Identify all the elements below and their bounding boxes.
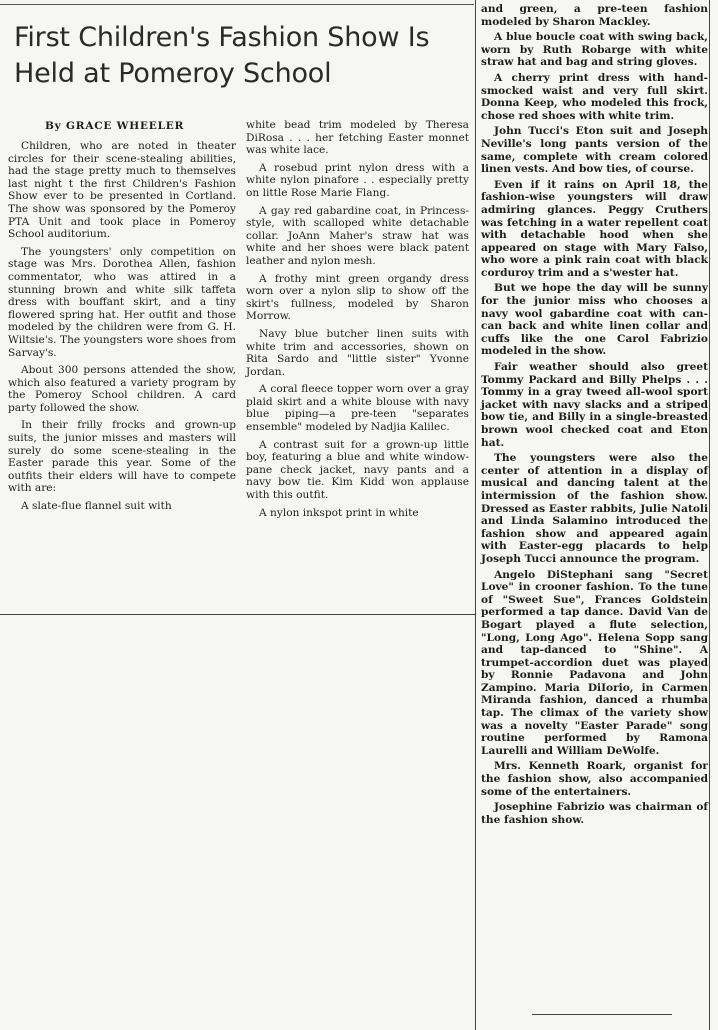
paragraph: Navy blue butcher linen suits with white trim and accessories, shown on Rita Sardo and "little sister" Yvonne Jordan. — [246, 327, 469, 378]
paragraph: white bead trim modeled by Theresa DiRosa . . . her fetching Easter monnet was white lace. — [246, 119, 469, 157]
paragraph: and green, a pre-teen fashion modeled by Sharon Mackley. — [481, 3, 708, 28]
top-rule — [0, 4, 474, 5]
right-column-rule — [709, 0, 710, 1030]
paragraph: A contrast suit for a grown-up little boy, featuring a blue and white window-pane check jacket, navy pants and a navy bow tie. Kim Kidd won applause with this outfit. — [246, 438, 469, 502]
paragraph: Fair weather should also greet Tommy Packard and Billy Phelps . . . Tommy in a gray tweed all-wool sport jacket with navy slacks and a striped bow tie, and Billy in a single-breasted brown wool checked coat and Eton hat. — [481, 361, 708, 449]
byline: By GRACE WHEELER — [45, 120, 185, 132]
paragraph: Mrs. Kenneth Roark, organist for the fashion show, also accompanied some of the entertainers. — [481, 760, 708, 798]
paragraph: In their frilly frocks and grown-up suits, the junior misses and masters will surely do some scene-stealing in the Easter parade this year. Some of the outfits their elders will have to compete with are: — [8, 419, 236, 495]
paragraph: The youngsters were also the center of attention in a display of musical and dancing talent at the intermission of the fashion show. Dressed as Easter rabbits, Julie Natoli and Linda Salamino introduced the fashion show and appeared again with Easter-egg placards to help Joseph Tucci announce the program. — [481, 452, 708, 565]
paragraph: But we hope the day will be sunny for the junior miss who chooses a navy wool gabardine coat with can-can back and white linen collar and cuffs like the one Carol Fabrizio modeled in the show. — [481, 282, 708, 358]
paragraph: About 300 persons attended the show, which also featured a variety program by the Pomeroy School children. A card party followed the show. — [8, 364, 236, 414]
column-3 — [481, 3, 708, 829]
paragraph: John Tucci's Eton suit and Joseph Neville's long pants version of the same, complete with cream colored linen vests. And bow ties, of course. — [481, 125, 708, 176]
paragraph: A blue boucle coat with swing back, worn by Ruth Robarge with white straw hat and bag and string gloves. — [481, 31, 708, 69]
column-2 — [246, 119, 469, 524]
paragraph: Josephine Fabrizio was chairman of the fashion show. — [481, 801, 708, 826]
paragraph: A slate-flue flannel suit with — [21, 500, 172, 513]
column-1 — [8, 140, 236, 518]
end-rule — [532, 1014, 672, 1015]
paragraph: Even if it rains on April 18, the fashion-wise youngsters will draw admiring glances. Peggy Cruthers was fetching in a water repellent coat with detachable hood when she appeared on stage with Mary Falso, who wore a pink rain coat with black corduroy trim and a s'wester hat. — [481, 178, 708, 279]
paragraph: The youngsters' only competition on stage was Mrs. Dorothea Allen, fashion commentator, who was attired in a stunning brown and white silk taffeta dress with bouffant skirt, and a tiny flowered spring hat. Her outfit and those modeled by the children were from G. H. Wiltsie's. The youngsters wore shoes from Sarvay's. — [8, 245, 236, 359]
paragraph: Angelo DiStephani sang "Secret Love" in crooner fashion. To the tune of "Sweet Sue", Frances Goldstein performed a tap dance. David Van de Bogart played a flute selection, "Long, Long Ago". Helena Sopp sang and tap-danced to "Shine". A trumpet-accordion duet was played by Ronnie Padavona and John Zampino. Maria DiIorio, in Carmen Miranda fashion, danced a rhumba tap. The climax of the variety show was a novelty "Easter Parade" song routine performed by Ramona Laurelli and William DeWolfe. — [481, 568, 708, 757]
paragraph: A rosebud print nylon dress with a white nylon pinafore . . especially pretty on little Rose Marie Flang. — [246, 161, 469, 199]
paragraph: A frothy mint green organdy dress worn over a nylon slip to show off the skirt's fullness, modeled by Sharon Morrow. — [246, 272, 469, 323]
column-rule — [475, 0, 476, 1030]
paragraph: A cherry print dress with hand-smocked waist and very full skirt. Donna Keep, who modeled this frock, chose red shoes with white trim. — [481, 71, 708, 122]
article-bottom-rule — [0, 614, 475, 615]
paragraph: A nylon inkspot print in white — [259, 506, 419, 519]
headline: First Children's Fashion Show Is Held at Pomeroy School — [14, 22, 430, 89]
paragraph: Children, who are noted in theater circles for their scene-stealing abilities, had the stage pretty much to themselves last night t the first Children's Fashion Show ever to be presented in Cortland. The show was sponsored by the Pomeroy PTA Unit and took place in Pomeroy School auditorium. — [8, 140, 236, 241]
paragraph: A gay red gabardine coat, in Princess-style, with scalloped white detachable collar. JoAnn Maher's straw hat was white and her shoes were black patent leather and nylon mesh. — [246, 204, 469, 267]
paragraph: A coral fleece topper worn over a gray plaid skirt and a white blouse with navy blue piping—a pre-teen "separates ensemble" modeled by Nadjia Kalilec. — [246, 383, 469, 434]
